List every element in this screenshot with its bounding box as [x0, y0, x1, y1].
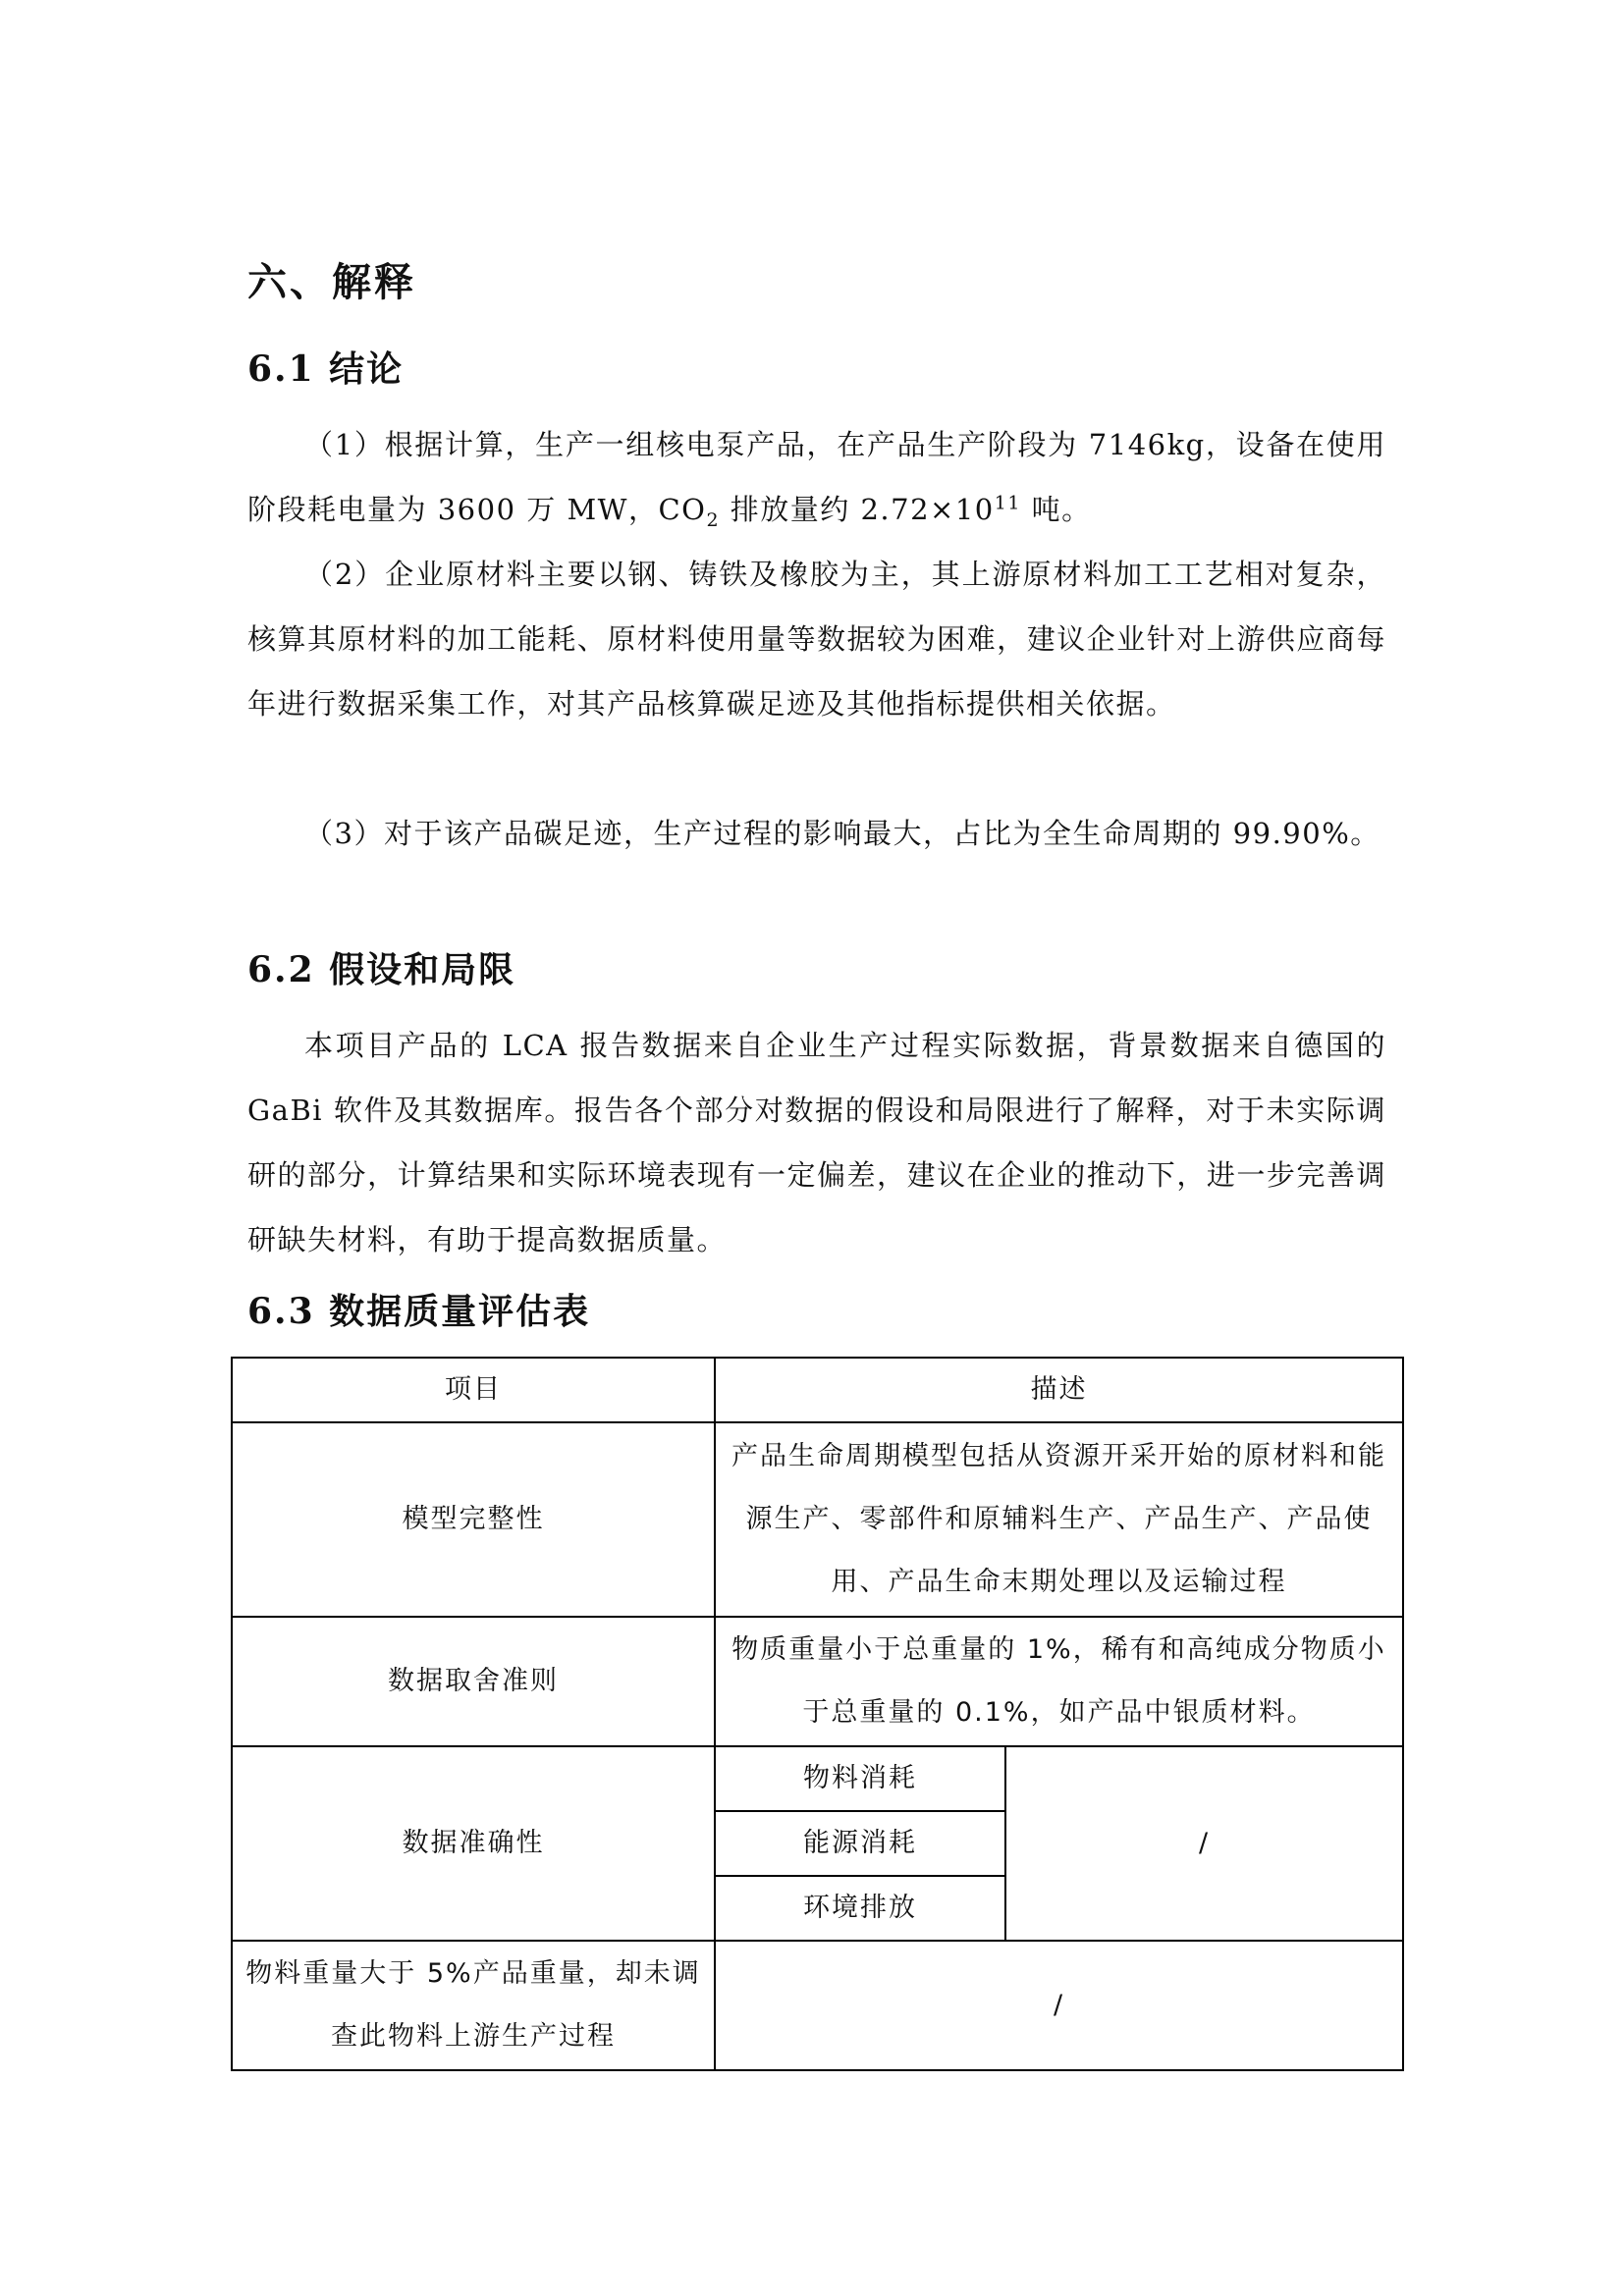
table-row — [232, 1422, 1403, 1617]
table-row — [232, 1941, 1403, 2070]
data-quality-table — [231, 1357, 1404, 2071]
header-item-cell: 项目 — [232, 1358, 715, 1422]
row-accuracy-item: 数据准确性 — [232, 1746, 715, 1941]
row-accuracy-emission: 环境排放 — [715, 1876, 1005, 1941]
row-model-completeness-item: 模型完整性 — [232, 1422, 715, 1617]
heading-6-1: 6.1 结论 — [247, 348, 405, 390]
heading-6-2: 6.2 假设和局限 — [247, 949, 516, 990]
row-model-completeness-desc: 产品生命周期模型包括从资源开采开始的原材料和能源生产、零部件和原辅料生产、产品生产、产品使用、产品生命末期处理以及运输过程 — [715, 1422, 1403, 1617]
paragraph-conclusion-3: （3）对于该产品碳足迹，生产过程的影响最大，占比为全生命周期的 99.90%。 — [304, 817, 1380, 850]
co2-subscript: 2 — [706, 508, 721, 531]
conclusion-1-text-c: 吨。 — [1020, 493, 1092, 526]
paragraph-conclusion-1 — [247, 412, 1386, 542]
exponent-superscript: 11 — [994, 492, 1021, 514]
row-accuracy-energy: 能源消耗 — [715, 1811, 1005, 1876]
row-cutoff-criteria-desc: 物质重量小于总重量的 1%，稀有和高纯成分物质小于总重量的 0.1%，如产品中银质材料。 — [715, 1617, 1403, 1746]
table-header-row — [232, 1358, 1403, 1422]
conclusion-1-text-a: （1）根据计算，生产一组核电泵产品，在产品生产阶段为 7146kg，设备在使用阶段耗电量为 3600 万 MW，CO — [247, 428, 1386, 526]
paragraph-conclusion-2: （2）企业原材料主要以钢、铸铁及橡胶为主，其上游原材料加工工艺相对复杂，核算其原材料的加工能耗、原材料使用量等数据较为困难，建议企业针对上游供应商每年进行数据采集工作，对其产品核算碳足迹及其他指标提供相关依据。 — [247, 558, 1386, 721]
row-upstream-desc: / — [715, 1941, 1403, 2070]
table-row — [232, 1746, 1403, 1811]
heading-6-3: 6.3 数据质量评估表 — [247, 1291, 591, 1332]
paragraph-assumptions: 本项目产品的 LCA 报告数据来自企业生产过程实际数据，背景数据来自德国的 GaBi 软件及其数据库。报告各个部分对数据的假设和局限进行了解释，对于未实际调研的部分，计算结果和实际环境表现有一定偏差，建议在企业的推动下，进一步完善调研缺失材料，有助于提高数据质量。 — [247, 1029, 1386, 1256]
row-accuracy-desc: / — [1005, 1746, 1403, 1941]
table-row — [232, 1617, 1403, 1746]
row-accuracy-material: 物料消耗 — [715, 1746, 1005, 1811]
row-cutoff-criteria-item: 数据取舍准则 — [232, 1617, 715, 1746]
header-desc-cell: 描述 — [715, 1358, 1403, 1422]
row-upstream-item: 物料重量大于 5%产品重量，却未调查此物料上游生产过程 — [232, 1941, 715, 2070]
conclusion-1-text-b: 排放量约 2.72×10 — [720, 493, 995, 526]
section-title: 六、解释 — [247, 259, 416, 305]
